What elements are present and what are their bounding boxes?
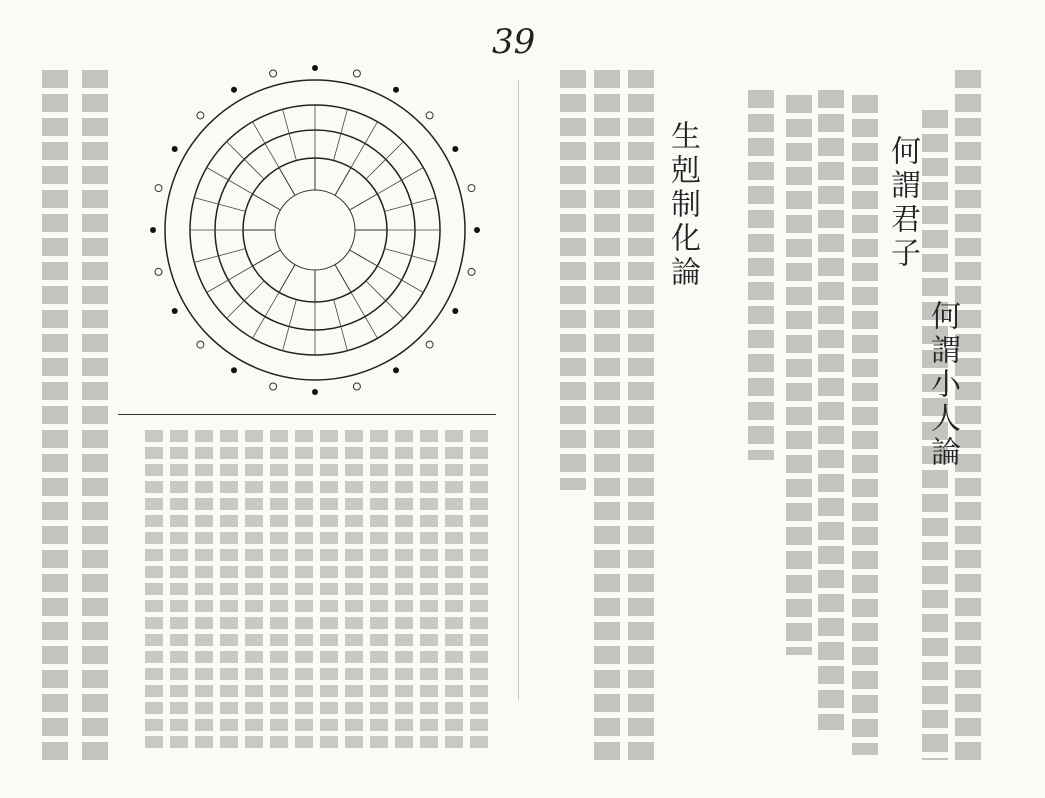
diagram-spoke [350, 250, 378, 266]
diagram-spoke [253, 194, 281, 210]
diagram-segment-line [341, 327, 348, 351]
filled-dot [150, 227, 156, 233]
hollow-dot [426, 112, 433, 119]
diagram-segment-line [386, 142, 404, 160]
annotation-column [395, 430, 413, 750]
annotation-column [445, 430, 463, 750]
diagram-segment-line [228, 266, 252, 280]
annotation-column [245, 430, 263, 750]
handwritten-column [628, 70, 654, 760]
hollow-dot [426, 341, 433, 348]
filled-dot [452, 146, 458, 152]
handwritten-column [594, 70, 620, 760]
page-number: 39 [492, 22, 536, 62]
hollow-dot [197, 112, 204, 119]
center-fold-line [518, 80, 519, 700]
hollow-dot [468, 185, 475, 192]
handwritten-column [82, 70, 108, 760]
heading-xiaoren: 何謂小人論 [925, 300, 960, 470]
diagram-segment-line [385, 204, 412, 211]
inner-ring [275, 190, 355, 270]
hollow-dot [155, 268, 162, 275]
diagram-segment-line [377, 180, 401, 194]
hollow-dot [353, 383, 360, 390]
handwritten-column [852, 95, 878, 755]
diagram-segment-line [289, 300, 296, 327]
annotation-column [145, 430, 163, 750]
diagram-segment-line [194, 198, 218, 205]
annotation-column [470, 430, 488, 750]
handwritten-column [818, 90, 844, 730]
annotation-column [195, 430, 213, 750]
diagram-segment-line [351, 292, 365, 316]
diagram-segment-line [386, 301, 404, 319]
handwritten-column [922, 110, 948, 760]
diagram-segment-line [351, 143, 365, 167]
hollow-dot [353, 70, 360, 77]
diagram-segment-line [244, 159, 264, 179]
diagram-segment-line [207, 168, 229, 181]
hollow-dot [155, 185, 162, 192]
filled-dot [231, 87, 237, 93]
hollow-dot [197, 341, 204, 348]
annotation-column [170, 430, 188, 750]
hollow-dot [270, 70, 277, 77]
diagram-segment-line [218, 204, 245, 211]
filled-dot [312, 389, 318, 395]
diagram-segment-line [412, 198, 436, 205]
diagram-spoke [335, 265, 351, 293]
section-divider [118, 414, 496, 415]
diagram-segment-line [194, 256, 218, 263]
diagram-spoke [279, 265, 295, 293]
diagram-spoke [350, 194, 378, 210]
diagram-segment-line [253, 317, 266, 339]
diagram-segment-line [365, 317, 378, 339]
diagram-segment-line [218, 249, 245, 256]
heading-shengke: 生剋制化論 [665, 120, 700, 290]
heading-junzi: 何謂君子 [885, 135, 920, 271]
filled-dot [452, 308, 458, 314]
diagram-segment-line [265, 292, 279, 316]
annotation-column [220, 430, 238, 750]
circular-diagram [140, 50, 485, 410]
handwritten-column [748, 90, 774, 460]
diagram-segments [190, 105, 440, 355]
diagram-segment-line [227, 142, 245, 160]
annotation-column [345, 430, 363, 750]
diagram-segment-line [265, 143, 279, 167]
handwritten-column [955, 70, 981, 760]
filled-dot [231, 367, 237, 373]
filled-dot [172, 308, 178, 314]
filled-dot [393, 367, 399, 373]
filled-dot [312, 65, 318, 71]
diagram-segment-line [366, 281, 386, 301]
hollow-dot [270, 383, 277, 390]
diagram-segment-line [253, 122, 266, 144]
diagram-segment-line [341, 109, 348, 133]
diagram-spoke [253, 250, 281, 266]
diagram-segment-line [244, 281, 264, 301]
diagram-segment-line [402, 280, 424, 293]
diagram-spoke [279, 168, 295, 196]
diagram-segment-line [377, 266, 401, 280]
diagram-segment-line [366, 159, 386, 179]
diagram-segment-line [228, 180, 252, 194]
diagram-segment-line [334, 300, 341, 327]
diagram-segment-line [402, 168, 424, 181]
handwritten-column [560, 70, 586, 490]
annotation-column [320, 430, 338, 750]
hollow-dot [468, 268, 475, 275]
handwritten-column [786, 95, 812, 655]
handwritten-column [42, 70, 68, 760]
annotation-column [420, 430, 438, 750]
annotation-column [370, 430, 388, 750]
filled-dot [172, 146, 178, 152]
diagram-segment-line [207, 280, 229, 293]
diagram-segment-line [283, 327, 290, 351]
diagram-spoke [335, 168, 351, 196]
annotation-column [295, 430, 313, 750]
diagram-segment-line [227, 301, 245, 319]
filled-dot [474, 227, 480, 233]
diagram-segment-line [385, 249, 412, 256]
annotation-column [270, 430, 288, 750]
diagram-segment-line [334, 133, 341, 160]
diagram-segment-line [283, 109, 290, 133]
diagram-segment-line [289, 133, 296, 160]
filled-dot [393, 87, 399, 93]
diagram-segment-line [412, 256, 436, 263]
diagram-segment-line [365, 122, 378, 144]
